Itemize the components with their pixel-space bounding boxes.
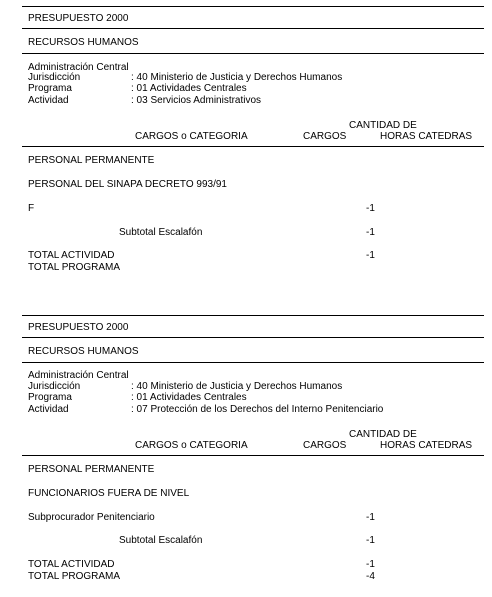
item-value: -1	[366, 203, 375, 214]
divider	[22, 455, 484, 456]
admin-label: Administración Central	[28, 370, 129, 381]
programa-value: : 01 Actividades Centrales	[131, 392, 247, 403]
jurisdiccion-label: Jurisdicción	[28, 72, 81, 83]
area-title: RECURSOS HUMANOS	[28, 37, 139, 48]
subtotal-value: -1	[366, 535, 375, 546]
jurisdiccion-label: Jurisdicción	[28, 381, 81, 392]
cargos-categoria-header: CARGOS o CATEGORIA	[135, 440, 248, 451]
area-title: RECURSOS HUMANOS	[28, 346, 139, 357]
jurisdiccion-value: : 40 Ministerio de Justicia y Derechos Humanos	[131, 72, 343, 83]
actividad-value: : 07 Protección de los Derechos del Interno Penitenciario	[131, 404, 384, 415]
cargos-categoria-header: CARGOS o CATEGORIA	[135, 131, 248, 142]
total-programa-label: TOTAL PROGRAMA	[28, 571, 121, 582]
admin-label: Administración Central	[28, 62, 129, 73]
actividad-label: Actividad	[28, 404, 69, 415]
subtotal-label: Subtotal Escalafón	[119, 535, 203, 546]
divider	[22, 362, 484, 363]
jurisdiccion-value: : 40 Ministerio de Justicia y Derechos Humanos	[131, 381, 343, 392]
item-value: -1	[366, 512, 375, 523]
subtotal-label: Subtotal Escalafón	[119, 227, 203, 238]
horas-catedras-header: HORAS CATEDRAS	[380, 131, 473, 142]
budget-title: PRESUPUESTO 2000	[28, 13, 129, 24]
group-label: FUNCIONARIOS FUERA DE NIVEL	[28, 488, 190, 499]
group-label: PERSONAL DEL SINAPA DECRETO 993/91	[28, 179, 227, 190]
personal-label: PERSONAL PERMANENTE	[28, 155, 155, 166]
actividad-label: Actividad	[28, 95, 69, 106]
total-actividad-label: TOTAL ACTIVIDAD	[28, 250, 115, 261]
programa-label: Programa	[28, 83, 72, 94]
programa-label: Programa	[28, 392, 72, 403]
total-programa-label: TOTAL PROGRAMA	[28, 262, 121, 273]
subtotal-value: -1	[366, 227, 375, 238]
divider	[22, 53, 484, 54]
cargos-header: CARGOS	[303, 131, 347, 142]
top-rule	[22, 315, 484, 316]
item-label: F	[28, 203, 35, 214]
actividad-value: : 03 Servicios Administrativos	[131, 95, 262, 106]
divider	[22, 337, 484, 338]
total-programa-value: -4	[366, 571, 375, 582]
divider	[22, 28, 484, 29]
total-actividad-value: -1	[366, 559, 375, 570]
total-actividad-value: -1	[366, 250, 375, 261]
horas-catedras-header: HORAS CATEDRAS	[380, 440, 473, 451]
total-actividad-label: TOTAL ACTIVIDAD	[28, 559, 115, 570]
divider	[22, 146, 484, 147]
programa-value: : 01 Actividades Centrales	[131, 83, 247, 94]
budget-title: PRESUPUESTO 2000	[28, 322, 129, 333]
cargos-header: CARGOS	[303, 440, 347, 451]
item-label: Subprocurador Penitenciario	[28, 512, 155, 523]
cantidad-header: CANTIDAD DE	[349, 120, 417, 131]
cantidad-header: CANTIDAD DE	[349, 429, 417, 440]
top-rule	[22, 6, 484, 7]
personal-label: PERSONAL PERMANENTE	[28, 464, 155, 475]
